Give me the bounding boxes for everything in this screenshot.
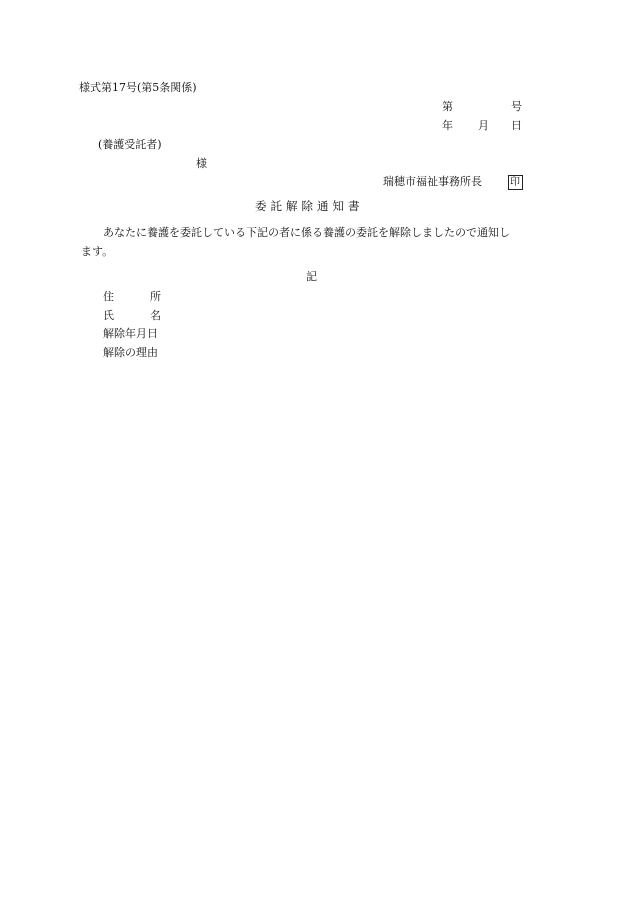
item-name-label: 氏名 — [103, 309, 161, 322]
form-label: 様式第17号(第5条関係) — [79, 81, 197, 94]
item-name — [103, 309, 167, 323]
item-cancel-reason-label: 解除の理由 — [103, 346, 158, 359]
issuer-name: 瑞穂市福祉事務所長 — [383, 175, 482, 188]
addressee-honorific: 様 — [196, 157, 207, 170]
number-suffix: 号 — [511, 100, 522, 113]
document-title: 委託解除通知書 — [255, 199, 364, 213]
number-prefix: 第 — [442, 100, 453, 113]
item-address — [103, 290, 167, 304]
document-number-suffix — [511, 100, 522, 114]
item-cancel-date — [103, 327, 158, 341]
issuer-line — [383, 175, 523, 190]
date-month: 月 — [478, 119, 489, 132]
date-day: 日 — [511, 119, 522, 132]
document-number — [442, 100, 453, 114]
addressee-label: (養護受託者) — [98, 138, 162, 151]
item-address-label: 住所 — [103, 290, 161, 303]
item-cancel-reason — [103, 346, 158, 360]
body-text-line-1: あなたに養護を委託している下記の者に係る養護の委託を解除しましたので通知し — [103, 226, 510, 239]
item-cancel-date-label: 解除年月日 — [103, 327, 158, 340]
date-year: 年 — [442, 119, 453, 132]
seal-mark: 印 — [508, 175, 523, 190]
notes-heading: 記 — [306, 270, 317, 283]
body-text-line-2: ます。 — [81, 245, 114, 258]
